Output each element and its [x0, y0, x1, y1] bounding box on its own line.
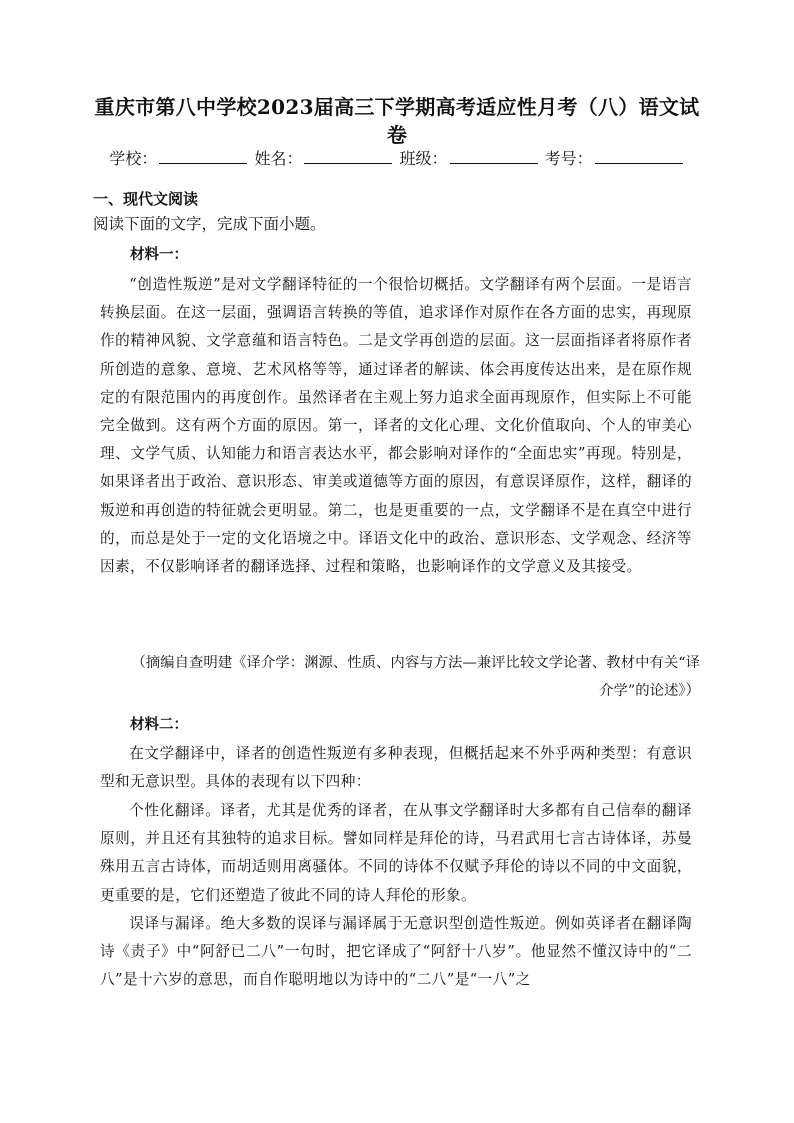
school-blank[interactable] — [159, 149, 247, 164]
school-label: 学校： — [109, 149, 158, 168]
material-2-paragraph-1: 在文学翻译中，译者的创造性叛逆有多种表现，但概括起来不外乎两种类型：有意识型和无意识型。具体的表现有以下四种： — [100, 745, 692, 791]
exam-number-label: 考号： — [544, 149, 593, 168]
exam-number-blank[interactable] — [595, 149, 683, 164]
student-info-line — [90, 146, 704, 172]
name-blank[interactable] — [304, 149, 392, 164]
material-1-source: （摘编自查明建《译介学：渊源、性质、内容与方法—兼评比较文学论著、教材中有关“译介学”的论述》） — [131, 655, 700, 699]
material-1-paragraph: “创造性叛逆”是对文学翻译特征的一个很恰切概括。文学翻译有两个层面。一是语言转换层面。在这一层面，强调语言转换的等值，追求译作对原作在各方面的忠实，再现原作的精神风貌、文学意蕴和语言特色。二是文学再创造的层面。这一层面指译者将原作者所创造的意象、意境、艺术风格等等，通过译者的解读、体会再度传达出来，是在原作规定的有限范围内的再度创作。虽然译者在主观上努力追求全面再现原作，但实际上不可能完全做到。这有两个方面的原因。第一，译者的文化心理、文化价值取向、个人的审美心理、文学气质、认知能力和语言表达水平，都会影响对译作的“全面忠实”再现。特别是，如果译者出于政治、意识形态、审美或道德等方面的原因，有意误译原作，这样，翻译的叛逆和再创造的特征就会更明显。第二，也是更重要的一点，文学翻译不是在真空中进行的，而总是处于一定的文化语境之中。译语文化中的政治、意识形态、文学观念、经济等因素，不仅影响译者的翻译选择、过程和策略，也影响译作的文学意义及其接受。 — [100, 276, 692, 576]
class-blank[interactable] — [450, 149, 538, 164]
class-label: 班级： — [399, 149, 448, 168]
section-instruction: 阅读下面的文字，完成下面小题。 — [93, 215, 326, 233]
material-1-label: 材料一： — [130, 247, 188, 263]
page-title: 重庆市第八中学校2023届高三下学期高考适应性月考（八）语文试卷 — [94, 95, 700, 147]
material-2-paragraph-2: 个性化翻译。译者，尤其是优秀的译者，在从事文学翻译时大多都有自己信奉的翻译原则，并且还有其独特的追求目标。譬如同样是拜伦的诗，马君武用七言古诗体译，苏曼殊用五言古诗体，而胡适则用离骚体。不同的诗体不仅赋予拜伦的诗以不同的中文面貌，更重要的是，它们还塑造了彼此不同的诗人拜伦的形象。 — [100, 802, 692, 904]
material-2-paragraph-3: 误译与漏译。绝大多数的误译与漏译属于无意识型创造性叛逆。例如英译者在翻译陶诗《责子》中“阿舒已二八”一句时，把它译成了“阿舒十八岁”。他显然不懂汉诗中的“二八”是十六岁的意思，而自作聪明地以为诗中的“二八”是“一八”之 — [100, 915, 692, 989]
section-heading: 一、现代文阅读 — [93, 190, 199, 208]
name-label: 姓名： — [254, 149, 303, 168]
material-2-label: 材料二： — [130, 717, 188, 733]
